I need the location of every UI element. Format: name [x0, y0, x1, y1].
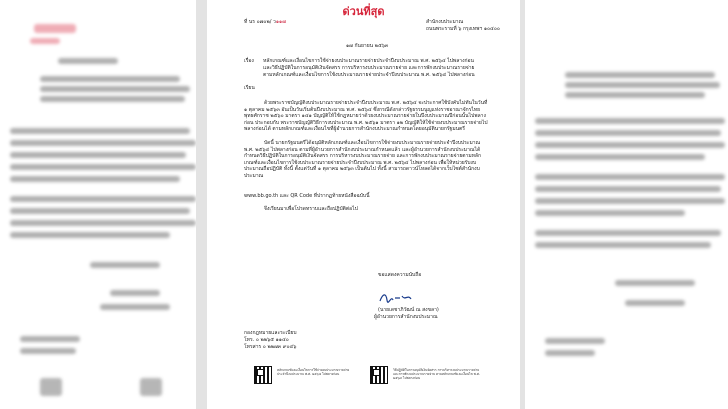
blurred-page-left — [0, 0, 196, 409]
subject-line-1: หลักเกณฑ์และเงื่อนไขการใช้จ่ายงบประมาณรายจ่ายประจำปีงบประมาณ พ.ศ. ๒๕๖๔ ไปพลางก่อน — [263, 58, 474, 64]
contact-fax: โทรสาร ๐ ๒๒๗๓ ๙๐๔๖ — [244, 344, 297, 350]
subject-label: เรื่อง — [244, 58, 254, 64]
blurred-line — [535, 130, 721, 136]
blurred-line — [10, 128, 190, 134]
subject-line-3: ตามหลักเกณฑ์และเงื่อนไขการใช้งบประมาณรายจ่ายประจำปีงบประมาณ พ.ศ. ๒๕๖๔ ไปพลางก่อน — [263, 72, 475, 78]
blurred-line — [615, 280, 695, 286]
blurred-line — [535, 142, 725, 148]
document-page — [207, 0, 520, 409]
blurred-line — [40, 76, 180, 82]
blurred-line — [10, 152, 186, 158]
reference-body: ๐๗๐๒/ ว — [256, 19, 276, 25]
blurred-line — [535, 210, 685, 216]
contact-phone: โทร. ๐ ๒๒๖๕ ๑๑๔๐ — [244, 337, 289, 343]
blurred-line — [565, 72, 715, 78]
qr-code-right[interactable] — [370, 366, 388, 384]
signer-name: (นายเดชาภิวัฒน์ ณ สงขลา) — [378, 307, 439, 313]
blurred-red-heading — [34, 24, 76, 33]
office-address: ถนนพระรามที่ ๖ กรุงเทพฯ ๑๐๔๐๐ — [426, 26, 500, 32]
blurred-line — [10, 140, 196, 146]
reference-number — [244, 19, 286, 26]
blurred-line — [20, 336, 80, 342]
blurred-page-right — [525, 0, 728, 409]
office-name: สำนักงบประมาณ — [426, 19, 464, 25]
qr-caption-right: วิธีปฏิบัติในการอนุมัติเงินจัดสรร การบริหารงบประมาณรายจ่าย และการพักงบประมาณรายจ่าย ตามหลักเกณฑ์และเงื่อนไข พ.ศ. ๒๕๖๔ ไปพลางก่อน — [393, 368, 480, 380]
blurred-line — [10, 208, 190, 214]
blurred-line — [535, 154, 705, 160]
blurred-line — [20, 348, 76, 354]
blurred-line — [40, 96, 185, 102]
blurred-line — [10, 196, 196, 202]
blurred-qr — [40, 378, 62, 396]
letter-date: ๑๗ กันยายน ๒๕๖๓ — [346, 43, 389, 49]
blurred-line — [10, 164, 196, 170]
blurred-line — [110, 290, 160, 296]
body-paragraph-1: ด้วยพระราชบัญญัติงบประมาณรายจ่ายประจำปีงบประมาณ พ.ศ. ๒๕๖๔ จะประกาศใช้บังคับไม่ทันในวันที่ ๑ ตุลาคม ๒๕๖๓ อันเป็นวันเริ่มต้นปีงบประมาณ พ.ศ. ๒๕๖๔ ซึ่งกรณีดังกล่าวรัฐธรรมนูญแห่งราชอาณาจักรไทย พุทธศักราช ๒๕๖๐ มาตรา ๑๔๑ บัญญัติให้ใช้กฎหมายว่าด้วยงบประมาณรายจ่ายในปีงบประมาณปีก่อนนั้นไปพลางก่อน ประกอบกับ พระราชบัญญัติวิธีการงบประมาณ พ.ศ. ๒๕๖๑ มาตรา ๑๒ บัญญัติให้ใช้จ่ายงบประมาณรายจ่ายไปพลางก่อนได้ ตามหลักเกณฑ์และเงื่อนไขที่ผู้อำนวยการสำนักงบประมาณกำหนดโดยอนุมัตินายกรัฐมนตรี — [244, 100, 488, 133]
blurred-line — [100, 304, 170, 310]
blurred-line — [565, 92, 705, 98]
recipient-label: เรียน — [244, 85, 255, 91]
signature-mark — [378, 292, 418, 304]
qr-code-left[interactable] — [254, 366, 272, 384]
body-paragraph-2: บัดนี้ นายกรัฐมนตรีได้อนุมัติหลักเกณฑ์และเงื่อนไขการใช้จ่ายงบประมาณรายจ่ายประจำปีงบประมาณ พ.ศ. ๒๕๖๔ ไปพลางก่อน ตามที่ผู้อำนวยการสำนักงบประมาณกำหนดแล้ว และผู้อำนวยการสำนักงบประมาณได้กำหนดวิธีปฏิบัติในการอนุมัติเงินจัดสรร การบริหารงบประมาณรายจ่าย และการพักงบประมาณรายจ่ายตามหลักเกณฑ์และเงื่อนไขการใช้งบประมาณรายจ่ายประจำปีงบประมาณ พ.ศ. ๒๕๖๔ ไปพลางก่อน เพื่อให้หน่วยรับงบประมาณถือปฏิบัติ ทั้งนี้ ตั้งแต่วันที่ ๑ ตุลาคม ๒๕๖๓ เป็นต้นไป ทั้งนี้ สามารถดาวน์โหลดได้จากเว็บไซต์สำนักงบประมาณ — [244, 140, 482, 179]
blurred-line — [545, 338, 605, 344]
blurred-line — [625, 300, 685, 306]
blurred-line — [535, 230, 721, 236]
blurred-line — [535, 242, 711, 248]
qr-caption-left: หลักเกณฑ์และเงื่อนไขการใช้จ่ายงบประมาณรายจ่ายประจำปีงบประมาณ พ.ศ. ๒๕๖๔ ไปพลางก่อน — [277, 368, 350, 376]
blurred-line — [10, 176, 180, 182]
blurred-line — [565, 82, 720, 88]
blurred-line — [58, 58, 118, 64]
closing-request: จึงเรียนมาเพื่อโปรดทราบและถือปฏิบัติต่อไป — [264, 206, 358, 212]
blurred-line — [535, 198, 725, 204]
contact-department: กองกฎหมายและระเบียบ — [244, 330, 297, 336]
blurred-line — [535, 118, 725, 124]
blurred-line — [10, 220, 196, 226]
website-line: www.bb.go.th และ QR Code ที่ปรากฏท้ายหนังสือฉบับนี้ — [244, 193, 370, 199]
reference-suffix: ๑๑๗ — [275, 19, 286, 25]
urgent-heading: ด่วนที่สุด — [342, 5, 385, 18]
blurred-line — [90, 262, 160, 268]
blurred-line — [40, 86, 190, 92]
signer-title: ผู้อำนวยการสำนักงบประมาณ — [374, 314, 438, 320]
reference-prefix: ที่ นร — [244, 19, 255, 25]
blurred-red-mark — [30, 38, 60, 44]
blurred-qr — [140, 378, 162, 396]
blurred-line — [535, 174, 725, 180]
closing-greeting: ขอแสดงความนับถือ — [378, 272, 422, 278]
subject-line-2: และวิธีปฏิบัติในการอนุมัติเงินจัดสรร การบริหารงบประมาณรายจ่าย และการพักงบประมาณรายจ่าย — [263, 65, 475, 71]
blurred-line — [545, 350, 595, 356]
blurred-line — [535, 186, 721, 192]
blurred-line — [10, 232, 170, 238]
